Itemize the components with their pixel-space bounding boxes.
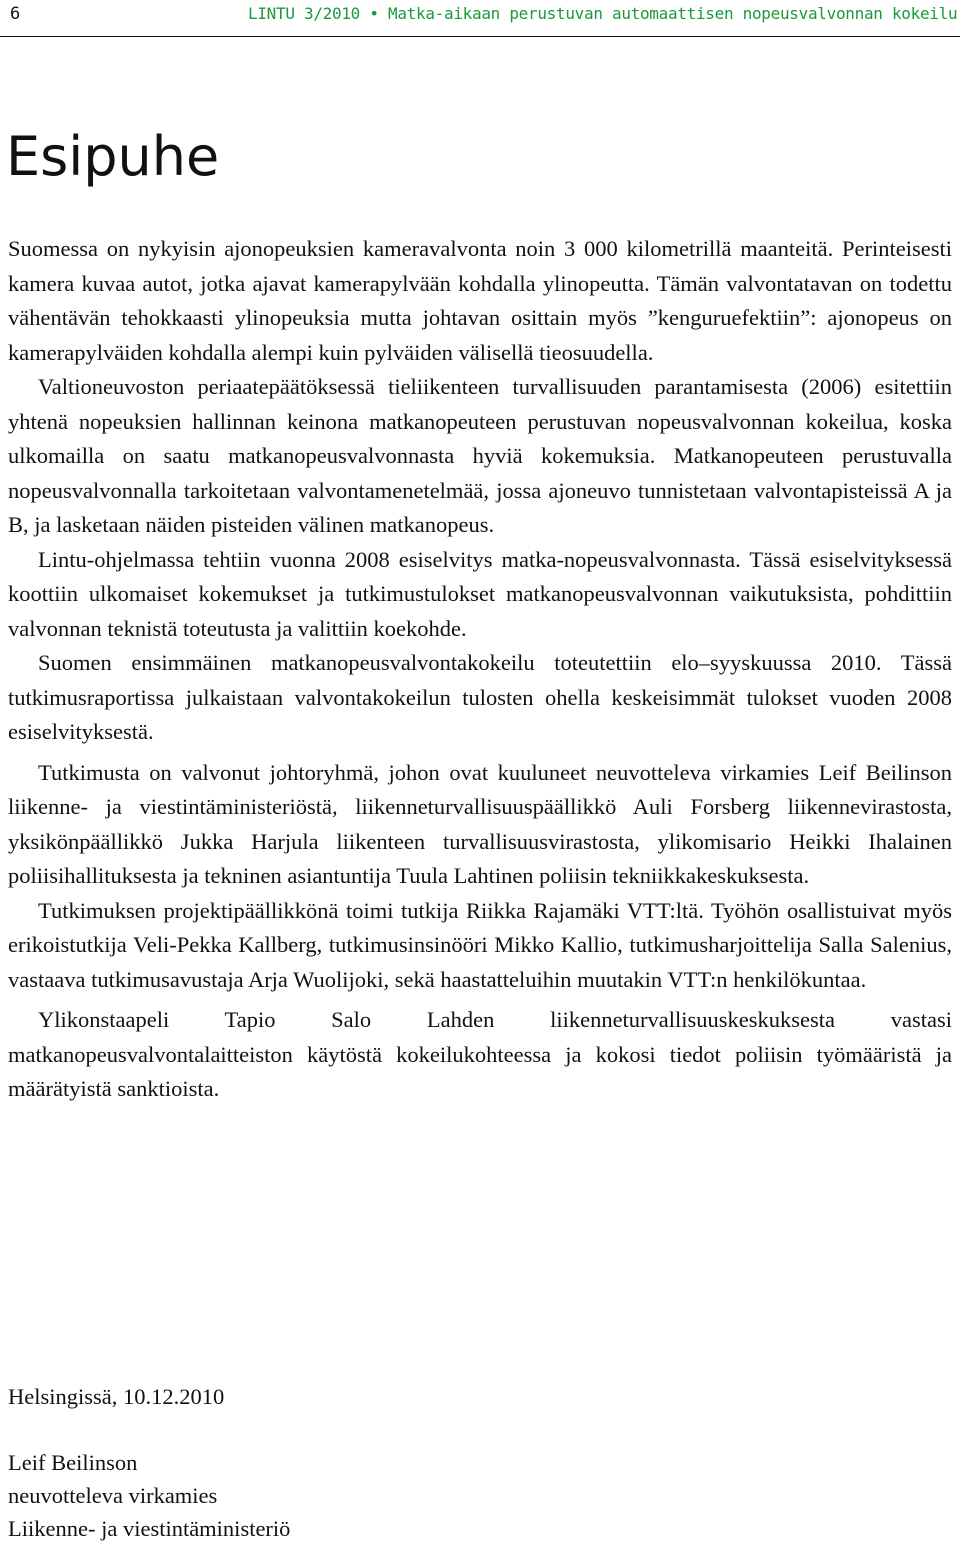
- paragraph-government-decision: Valtioneuvoston periaatepäätöksessä tieliikenteen turvallisuuden parantamisesta (2006) esitettiin yhtenä nopeuksien hallinnan keinona matkanopeuteen perustuvan nopeusvalvonnan kokeilua, koska ulkomailla on saatu matkanopeusvalvonnasta hyviä kokemuksia. Matkanopeuteen perustuvalla nopeusvalvonnalla tarkoitetaan valvontamenetelmää, jossa ajoneuvo tunnistetaan valvontapisteissä A ja B, ja lasketaan näiden pisteiden välinen matkanopeus.: [8, 374, 952, 537]
- date-line: Helsingissä, 10.12.2010: [8, 1384, 225, 1409]
- signature-role: neuvotteleva virkamies: [8, 1483, 218, 1508]
- paragraph-steering-group: Tutkimusta on valvonut johtoryhmä, johon ovat kuuluneet neuvotteleva virkamies Leif Beilinson liikenne- ja viestintäministeriöstä, liikenneturvallisuuspäällikkö Auli Forsberg liikennevirastosta, yksikönpäällikkö Jukka Harjula liikenteen turvallisuusvirastosta, ylikomisario Heikki Ihalainen poliisihallituksesta ja tekninen asiantuntija Tuula Lahtinen poliisin tekniikkakeskuksesta.: [8, 759, 952, 888]
- page-number: 6: [10, 4, 21, 24]
- paragraph-pre-study: Lintu-ohjelmassa tehtiin vuonna 2008 esiselvitys matka-nopeusvalvonnasta. Tässä esiselvityksessä koottiin ulkomaiset kokemukset ja tutkimustulokset matkanopeusvalvonnan vaikutuksista, pohdittiin valvonnan teknistä toteutusta ja valittiin koekohde.: [8, 546, 952, 641]
- paragraph-first-trial: Suomen ensimmäinen matkanopeusvalvontakokeilu toteutettiin elo–syyskuussa 2010. Tässä tutkimusraportissa julkaistaan valvontakokeilun tulosten ohella keskeisimmät tulokset vuoden 2008 esiselvityksestä.: [8, 650, 952, 744]
- paragraph-intro: Suomessa on nykyisin ajonopeuksien kameravalvonta noin 3 000 kilometrillä maanteitä. Perinteisesti kamera kuvaa autot, jotka ajavat kamerapylvään kohdalla ylinopeutta. Tämän valvontatavan on todettu vähentävän tehokkaasti ylinopeuksia mutta johtavan osittain myös ”kenguruefektiin”: ajonopeus on kamerapylväiden kohdalla alempi kuin pylväiden välisellä tieosuudella.: [8, 236, 952, 365]
- signature-name: Leif Beilinson: [8, 1450, 138, 1475]
- body-text: [8, 232, 952, 1107]
- paragraph-police-contribution: Ylikonstaapeli Tapio Salo Lahden liikenneturvallisuuskeskuksesta vastasi matkanopeusvalvontalaitteiston käytöstä kokeilukohteessa ja kokosi tiedot poliisin työmääristä ja määrätyistä sanktioista.: [8, 1007, 952, 1101]
- paragraph-project-team: Tutkimuksen projektipäällikkönä toimi tutkija Riikka Rajamäki VTT:ltä. Työhön osallistuivat myös erikoistutkija Veli-Pekka Kallberg, tutkimusinsinööri Mikko Kallio, tutkimusharjoittelija Salla Salenius, vastaava tutkimusavustaja Arja Wuolijoki, sekä haastatteluihin muutakin VTT:n henkilökuntaa.: [8, 897, 952, 992]
- signature-block: [8, 1446, 290, 1545]
- running-header: LINTU 3/2010 • Matka-aikaan perustuvan automaattisen nopeusvalvonnan kokeilu: [248, 4, 958, 23]
- page-title: Esipuhe: [6, 125, 220, 188]
- signature-organization: Liikenne- ja viestintäministeriö: [8, 1516, 291, 1541]
